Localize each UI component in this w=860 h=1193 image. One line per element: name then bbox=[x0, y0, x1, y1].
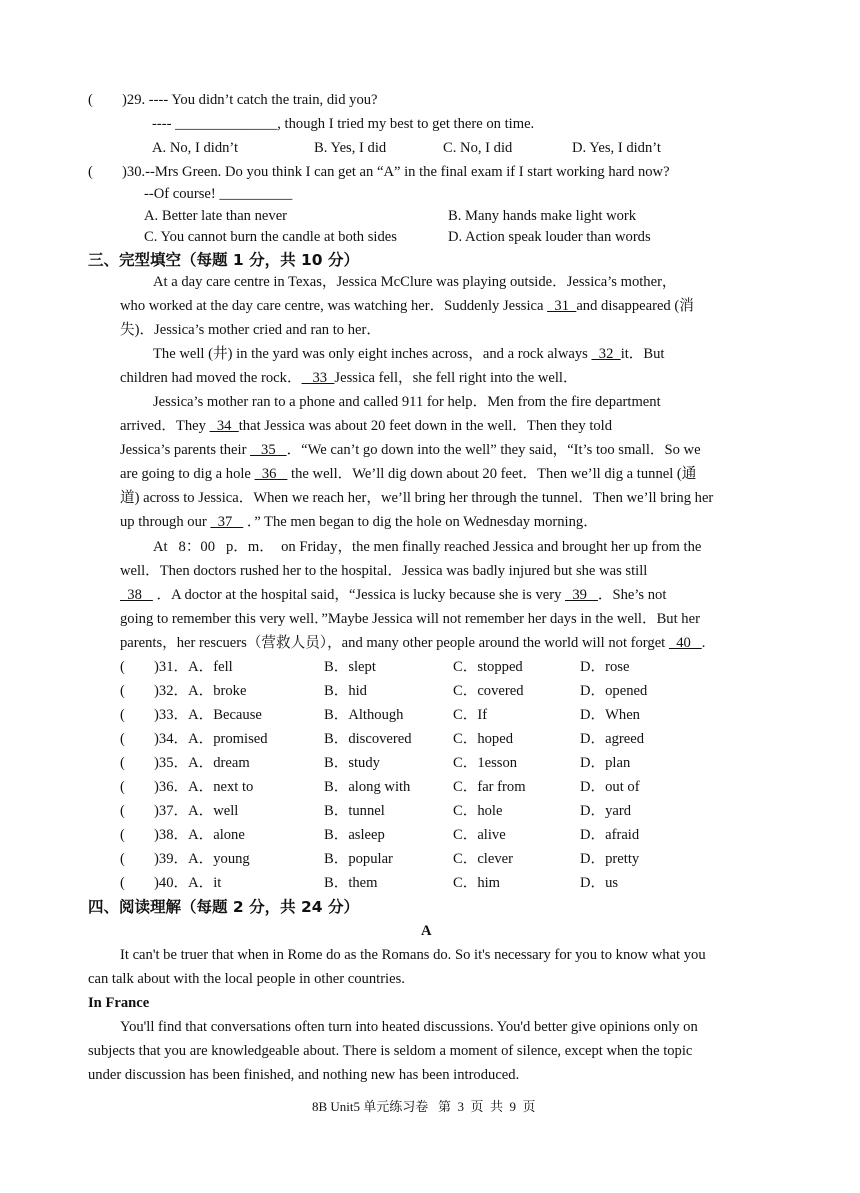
cloze-line: who worked at the day care centre, was watching her．Suddenly Jessica 31 and disappeared (消 bbox=[120, 298, 694, 314]
option-row-33: ( )33．A．Because bbox=[120, 707, 262, 723]
option-39-b: B．popular bbox=[324, 851, 393, 867]
part-label: A bbox=[421, 923, 432, 939]
option-36-d: D．out of bbox=[580, 779, 640, 795]
blank-36: 36 bbox=[254, 466, 288, 482]
cloze-line: 道) across to Jessica．When we reach her，we’ll bring her through the tunnel．Then we’ll bring her bbox=[120, 490, 714, 506]
question-29: ( )29. ---- You didn’t catch the train, did you? bbox=[88, 92, 378, 108]
option-32-b: B．hid bbox=[324, 683, 367, 699]
option-38-d: D．afraid bbox=[580, 827, 640, 843]
q29-option-c: C. No, I did bbox=[443, 140, 513, 156]
cloze-line: parents，her rescuers（营救人员），and many other people around the world will not forget 40 . bbox=[120, 635, 706, 651]
option-row-35: ( )35．A．dream bbox=[120, 755, 250, 771]
subheading-france: In France bbox=[88, 995, 150, 1011]
cloze-line: At 8：00 p．m． on Friday，the men finally reached Jessica and brought her up from the bbox=[153, 539, 702, 555]
option-37-b: B．tunnel bbox=[324, 803, 385, 819]
cloze-line: up through our 37 ．” The men began to dig the hole on Wednesday morning． bbox=[120, 514, 598, 530]
option-37-d: D．yard bbox=[580, 803, 632, 819]
q30-option-b: B. Many hands make light work bbox=[448, 208, 637, 224]
option-35-c: C．1esson bbox=[453, 755, 518, 771]
option-39-d: D．pretty bbox=[580, 851, 640, 867]
option-36-b: B．along with bbox=[324, 779, 411, 795]
cloze-line: going to remember this very well．”Maybe Jessica will not remember her days in the well．But her bbox=[120, 611, 700, 627]
q29-option-d: D. Yes, I didn’t bbox=[572, 140, 661, 156]
blank-35: 35 bbox=[250, 442, 287, 458]
option-35-d: D．plan bbox=[580, 755, 631, 771]
option-38-c: C．alive bbox=[453, 827, 506, 843]
option-row-36: ( )36．A．next to bbox=[120, 779, 254, 795]
blank-34: 34 bbox=[209, 418, 239, 434]
cloze-line: 38 ．A doctor at the hospital said，“Jessica is lucky because she is very 39 ．She’s not bbox=[120, 587, 667, 603]
option-36-c: C．far from bbox=[453, 779, 526, 795]
option-31-c: C．stopped bbox=[453, 659, 523, 675]
blank-40: 40 bbox=[668, 635, 702, 651]
option-31-d: D．rose bbox=[580, 659, 630, 675]
option-row-37: ( )37．A．well bbox=[120, 803, 239, 819]
option-33-c: C．If bbox=[453, 707, 488, 723]
paragraph-line: subjects that you are knowledgeable about. There is seldom a moment of silence, except when the topic bbox=[88, 1043, 693, 1059]
q30-option-d: D. Action speak louder than words bbox=[448, 229, 651, 245]
q29-option-a: A. No, I didn’t bbox=[152, 140, 239, 156]
option-40-b: B．them bbox=[324, 875, 378, 891]
question-29-response: ---- ______________, though I tried my best to get there on time. bbox=[152, 116, 535, 132]
cloze-line: The well (井) in the yard was only eight inches across，and a rock always 32 it．But bbox=[153, 346, 665, 362]
cloze-line: children had moved the rock． 33 Jessica fell，she fell right into the well． bbox=[120, 370, 578, 386]
paragraph-line: under discussion has been finished, and nothing new has been introduced. bbox=[88, 1067, 520, 1083]
option-33-d: D．When bbox=[580, 707, 640, 723]
option-35-b: B．study bbox=[324, 755, 380, 771]
section-4-heading: 四、阅读理解（每题 2 分，共 24 分） bbox=[88, 898, 359, 916]
option-34-b: B．discovered bbox=[324, 731, 412, 747]
cloze-line: Jessica’s parents their 35 ．“We can’t go down into the well” they said，“It’s too small．So we bbox=[120, 442, 701, 458]
blank-37: 37 bbox=[210, 514, 244, 530]
option-39-c: C．clever bbox=[453, 851, 513, 867]
option-row-34: ( )34．A．promised bbox=[120, 731, 268, 747]
option-row-31: ( )31．A．fell bbox=[120, 659, 233, 675]
option-38-b: B．asleep bbox=[324, 827, 385, 843]
cloze-line: are going to dig a hole 36 the well．We’ll dig down about 20 feet．Then we’ll dig a tunnel (通 bbox=[120, 466, 697, 482]
option-row-40: ( )40．A．it bbox=[120, 875, 222, 891]
page-footer: 8B Unit5 单元练习卷 第 3 页 共 9 页 bbox=[312, 1099, 536, 1114]
option-31-b: B．slept bbox=[324, 659, 376, 675]
q30-option-c: C. You cannot burn the candle at both sides bbox=[144, 229, 397, 245]
option-40-c: C．him bbox=[453, 875, 501, 891]
option-row-32: ( )32．A．broke bbox=[120, 683, 247, 699]
option-34-c: C．hoped bbox=[453, 731, 513, 747]
blank-38: 38 bbox=[120, 587, 153, 603]
blank-32: 32 bbox=[591, 346, 621, 362]
cloze-line: well．Then doctors rushed her to the hospital．Jessica was badly injured but she was still bbox=[120, 563, 648, 579]
option-row-39: ( )39．A．young bbox=[120, 851, 250, 867]
option-40-d: D．us bbox=[580, 875, 619, 891]
option-33-b: B．Although bbox=[324, 707, 404, 723]
cloze-line: arrived．They 34 that Jessica was about 20 feet down in the well．Then they told bbox=[120, 418, 613, 434]
intro-line: It can't be truer that when in Rome do as the Romans do. So it's necessary for you to know what you bbox=[120, 947, 706, 963]
question-30-response: --Of course! __________ bbox=[144, 186, 293, 202]
option-37-c: C．hole bbox=[453, 803, 503, 819]
intro-line: can talk about with the local people in other countries. bbox=[88, 971, 405, 987]
option-32-d: D．opened bbox=[580, 683, 648, 699]
option-34-d: D．agreed bbox=[580, 731, 645, 747]
cloze-line: At a day care centre in Texas，Jessica McClure was playing outside．Jessica’s mother， bbox=[153, 274, 677, 290]
blank-33: 33 bbox=[301, 370, 335, 386]
q30-option-a: A. Better late than never bbox=[144, 208, 288, 224]
blank-31: 31 bbox=[547, 298, 577, 314]
cloze-line: Jessica’s mother ran to a phone and called 911 for help．Men from the fire department bbox=[153, 394, 661, 410]
question-30: ( )30.--Mrs Green. Do you think I can get an “A” in the final exam if I start working hard now? bbox=[88, 164, 670, 180]
blank-39: 39 bbox=[565, 587, 598, 603]
option-32-c: C．covered bbox=[453, 683, 524, 699]
paragraph-line: You'll find that conversations often turn into heated discussions. You'd better give opinions only on bbox=[120, 1019, 698, 1035]
q29-option-b: B. Yes, I did bbox=[314, 140, 387, 156]
option-row-38: ( )38．A．alone bbox=[120, 827, 245, 843]
cloze-line: 失)．Jessica’s mother cried and ran to her． bbox=[120, 322, 381, 338]
section-3-heading: 三、完型填空（每题 1 分，共 10 分） bbox=[88, 251, 359, 269]
